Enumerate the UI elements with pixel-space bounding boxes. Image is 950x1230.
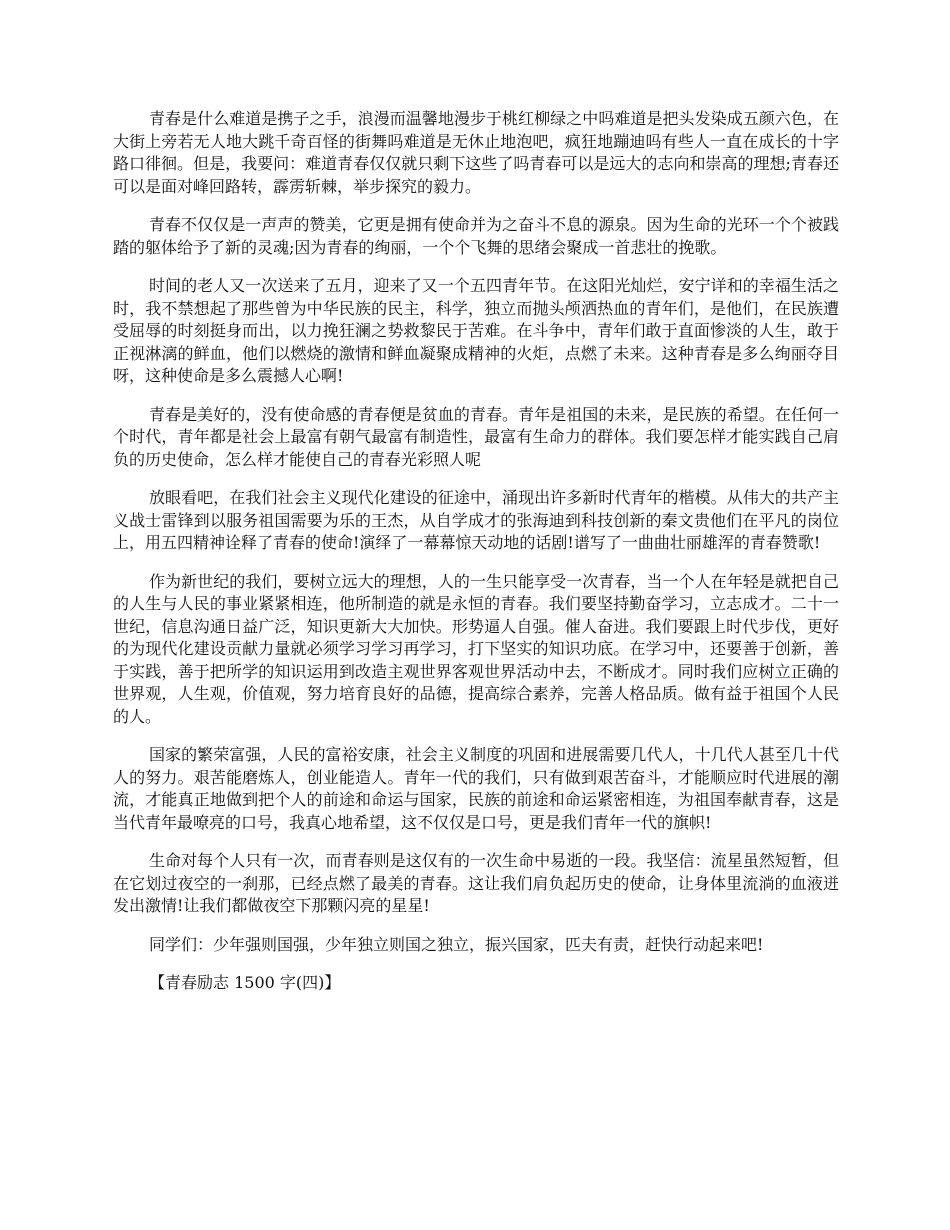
paragraph-2: 青春不仅仅是一声声的赞美，它更是拥有使命并为之奋斗不息的源泉。因为生命的光环一个个被践踏的躯体给予了新的灵魂;因为青春的绚丽，一个个飞舞的思绪会聚成一首悲壮的挽歌。 — [113, 215, 839, 257]
section-heading: 【青春励志 1500 字(四)】 — [149, 973, 341, 992]
document-page — [113, 108, 839, 995]
paragraph-7: 国家的繁荣富强，人民的富裕安康，社会主义制度的巩固和进展需要几代人，十几代人甚至几十代人的努力。艰苦能磨炼人，创业能造人。青年一代的我们，只有做到艰苦奋斗，才能顺应时代进展的潮流，才能真正地做到把个人的前途和命运与国家，民族的前途和命运紧密相连，为祖国奉献青春，这是当代青年最嘹亮的口号，我真心地希望，这不仅仅是口号，更是我们青年一代的旗帜! — [113, 745, 839, 832]
paragraph-9: 同学们：少年强则国强，少年独立则国之独立，振兴国家，匹夫有责，赶快行动起来吧! — [149, 934, 764, 954]
paragraph-4: 青春是美好的，没有使命感的青春便是贫血的青春。青年是祖国的未来，是民族的希望。在任何一个时代，青年都是社会上最富有朝气最富有制造性，最富有生命力的群体。我们要怎样才能实践自己肩负的历史使命，怎么样才能使自己的青春光彩照人呢 — [113, 404, 839, 469]
paragraph-5: 放眼看吧，在我们社会主义现代化建设的征途中，涌现出许多新时代青年的楷模。从伟大的共产主义战士雷锋到以服务祖国需要为乐的王杰，从自学成才的张海迪到科技创新的秦文贵他们在平凡的岗位上，用五四精神诠释了青春的使命!演绎了一幕幕惊天动地的话剧!谱写了一曲曲壮丽雄浑的青春赞歌! — [113, 488, 839, 552]
paragraph-8: 生命对每个人只有一次，而青春则是这仅有的一次生命中易逝的一段。我坚信：流星虽然短暂，但在它划过夜空的一刹那，已经点燃了最美的青春。这让我们肩负起历史的使命，让身体里流淌的血液迸发出激情!让我们都做夜空下那颗闪亮的星星! — [113, 851, 839, 915]
paragraph-3: 时间的老人又一次送来了五月，迎来了又一个五四青年节。在这阳光灿烂，安宁详和的幸福生活之时，我不禁想起了那些曾为中华民族的民主，科学，独立而抛头颅洒热血的青年们，是他们，在民族遭受屈辱的时刻挺身而出，以力挽狂澜之势救黎民于苦难。在斗争中，青年们敢于直面惨淡的人生，敢于正视淋漓的鲜血，他们以燃烧的激情和鲜血凝聚成精神的火炬，点燃了未来。这种青春是多么绚丽夺目呀，这种使命是多么震撼人心啊! — [113, 276, 839, 385]
paragraph-1: 青春是什么难道是携子之手，浪漫而温馨地漫步于桃红柳绿之中吗难道是把头发染成五颜六色，在大街上旁若无人地大跳千奇百怪的街舞吗难道是无休止地泡吧，疯狂地蹦迪吗有些人一直在成长的十字路口徘徊。但是，我要问：难道青春仅仅就只剩下这些了吗青春可以是远大的志向和崇高的理想;青春还可以是面对峰回路转，霹雳斩棘，举步探究的毅力。 — [113, 109, 839, 196]
paragraph-6: 作为新世纪的我们，要树立远大的理想，人的一生只能享受一次青春，当一个人在年轻是就把自己的人生与人民的事业紧紧相连，他所制造的就是永恒的青春。我们要坚持勤奋学习，立志成才。二十一世纪，信息沟通日益广泛，知识更新大大加快。形势逼人自强。催人奋进。我们要跟上时代步伐，更好的为现代化建设贡献力量就必须学习学习再学习，打下坚实的知识功底。在学习中，还要善于创新，善于实践，善于把所学的知识运用到改造主观世界客观世界活动中去，不断成才。同时我们应树立正确的世界观，人生观，价值观，努力培育良好的品德，提高综合素养，完善人格品质。做有益于祖国个人民的人。 — [113, 571, 839, 726]
